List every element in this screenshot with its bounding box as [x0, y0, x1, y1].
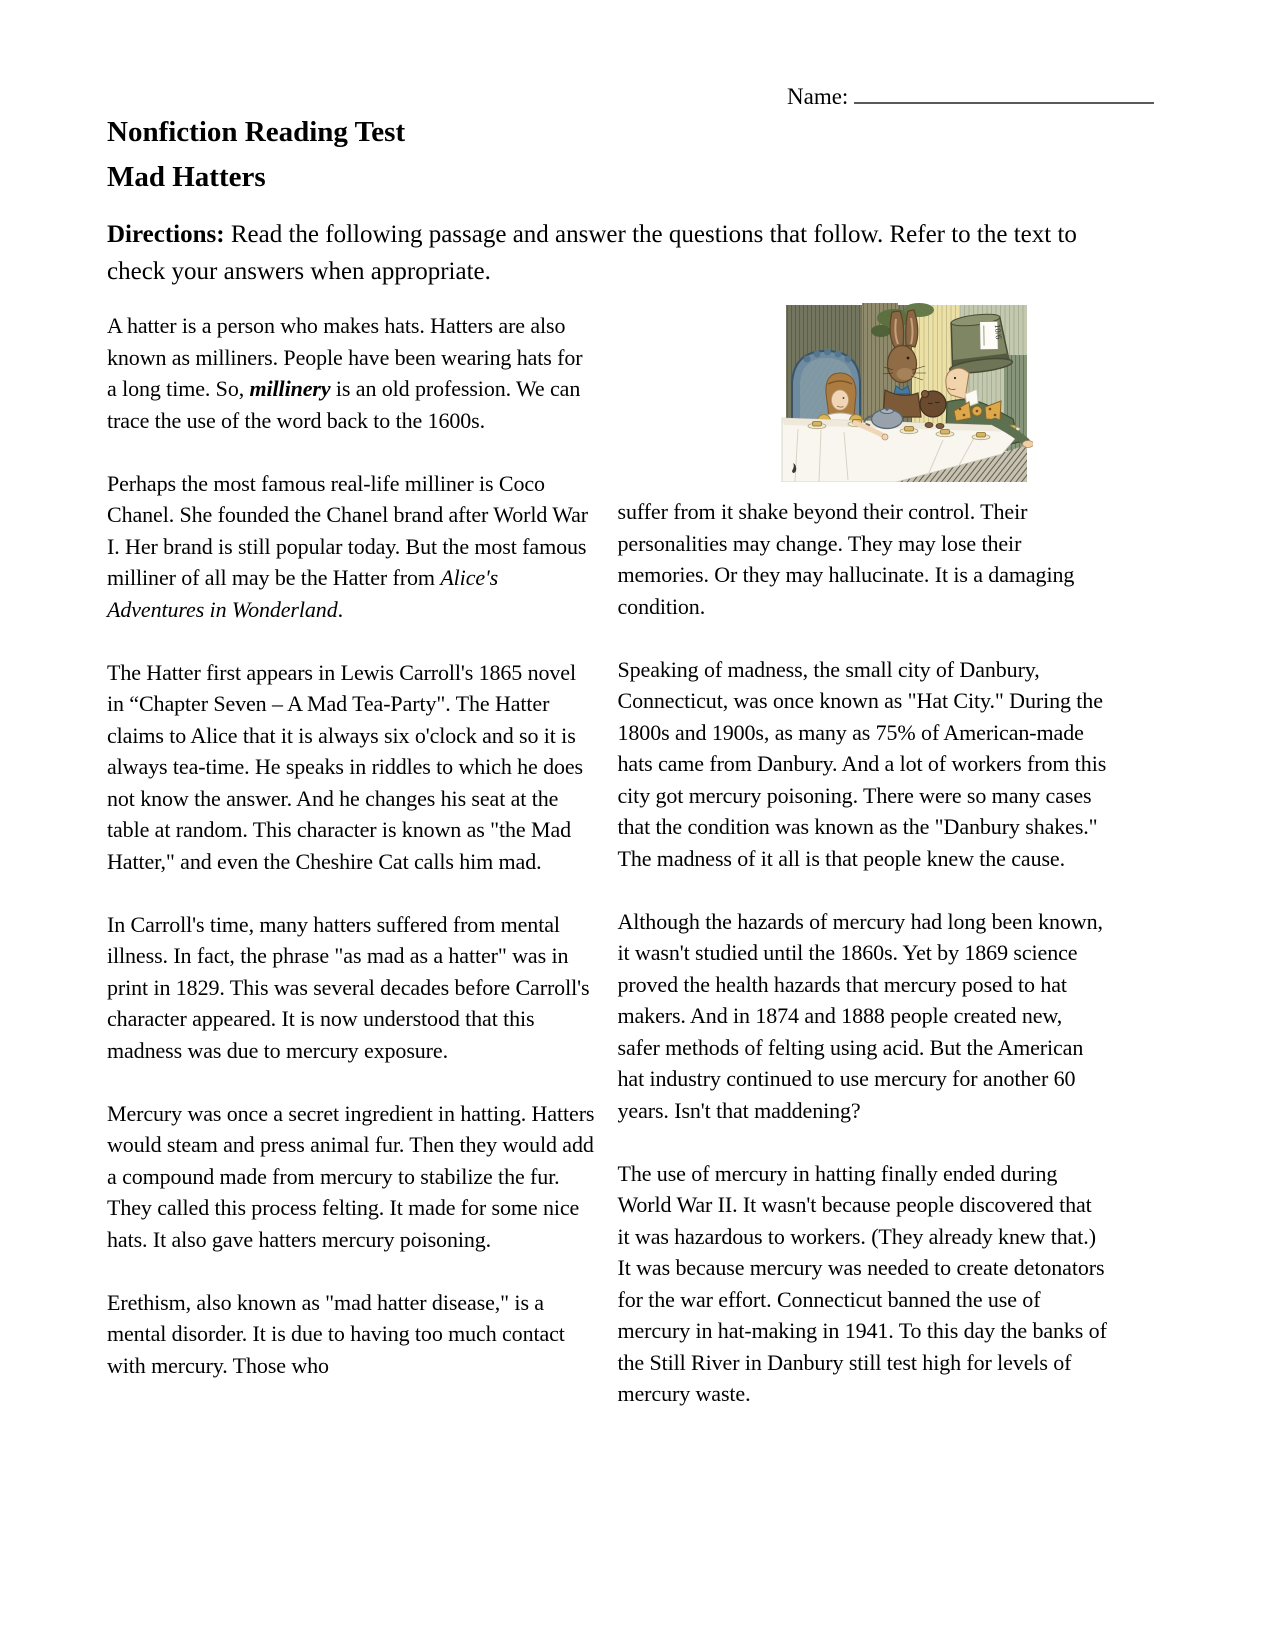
left-column — [107, 310, 598, 1410]
paragraph-text: . — [337, 596, 344, 622]
paragraph-text: A hatter is a person who makes hats. Hatters are also known as milliners. People have been wearing hats for a long time. So, — [107, 313, 583, 401]
title-line-2: Mad Hatters — [107, 161, 266, 193]
paragraph-mercury-hazards: Although the hazards of mercury had long been known, it wasn't studied until the 1860s. Yet by 1869 science proved the health hazards that mercury posed to hat makers. And in 1874 and 1888 people created new, safer methods of felting using acid. But the American hat industry continued to use mercury for another 60 years. Isn't that maddening? — [617, 908, 1103, 1123]
paragraph-text: Perhaps the most famous real-life milliner is Coco Chanel. She founded the Chanel brand after World War I. Her brand is still popular today. But the most famous milliner of all may be the Hatter from — [107, 470, 589, 590]
paragraph-mercury-use-ends: The use of mercury in hatting finally ended during World War II. It wasn't because people discovered that it was hazardous to workers. (They already knew that.) It was because mercury was needed to create detonators for the war effort. Connecticut banned the use of mercury in hat-making in 1941. To this day the banks of the Still River in Danbury still test high for levels of mercury waste. — [617, 1160, 1107, 1406]
paragraph-text: is an old profession. We can trace the use of the word back to the 1600s. — [107, 376, 581, 433]
tea-party-illustration — [778, 295, 1033, 482]
directions-text: Read the following passage and answer the questions that follow. Refer to the text to check your answers when appropriate. — [107, 221, 1077, 285]
paragraph-mercury-ingredient: Mercury was once a secret ingredient in hatting. Hatters would steam and press animal fur. Then they would add a compound made from mercury to stabilize the fur. They called this process felting. It made for some nice hats. It also gave hatters mercury poisoning. — [107, 1100, 595, 1252]
directions — [107, 216, 1117, 290]
dormouse-figure — [920, 391, 946, 418]
name-label: Name: — [787, 84, 849, 109]
mad-tea-party-drawing — [778, 295, 1033, 482]
paragraph-danbury: Speaking of madness, the small city of Danbury, Connecticut, was once known as "Hat City." During the 1800s and 1900s, as many as 75% of American-made hats came from Danbury. And a lot of workers from this city got mercury poisoning. There were so many cases that the condition was known as the "Danbury shakes." The madness of it all is that people knew the cause. — [617, 656, 1107, 871]
page-title — [107, 110, 405, 200]
hat-card-price-text: 10/6 — [992, 323, 1004, 340]
paragraph-coco-chanel — [107, 468, 598, 626]
right-column — [618, 310, 1109, 1410]
name-blank-line — [854, 84, 1154, 104]
passage-columns — [107, 310, 1108, 1410]
name-row — [787, 84, 1154, 110]
book-title: Alice's Adventures in Wonderland — [107, 565, 499, 622]
title-line-1: Nonfiction Reading Test — [107, 116, 406, 148]
emphasized-term: millinery — [249, 376, 331, 401]
directions-label: Directions: — [107, 221, 225, 248]
paragraph-hatter-first-appears: The Hatter first appears in Lewis Carroll's 1865 novel in “Chapter Seven – A Mad Tea-Party". The Hatter claims to Alice that it is always six o'clock and so it is always tea-time. He speaks in riddles to which he does not know the answer. And he changes his seat at the table at random. This character is known as "the Mad Hatter," and even the Cheshire Cat calls him mad. — [107, 659, 584, 874]
paragraph-erethism-continued: suffer from it shake beyond their control. Their personalities may change. They may lose their memories. Or they may hallucinate. It is a damaging condition. — [617, 499, 1075, 619]
paragraph-hatter-definition — [107, 310, 598, 436]
paragraph-carrolls-time: In Carroll's time, many hatters suffered from mental illness. In fact, the phrase "as mad as a hatter" was in print in 1829. This was several decades before Carroll's character appeared. It is now understood that this madness was due to mercury exposure. — [107, 911, 590, 1063]
paragraph-erethism: Erethism, also known as "mad hatter disease," is a mental disorder. It is due to having too much contact with mercury. Those who — [107, 1289, 565, 1378]
